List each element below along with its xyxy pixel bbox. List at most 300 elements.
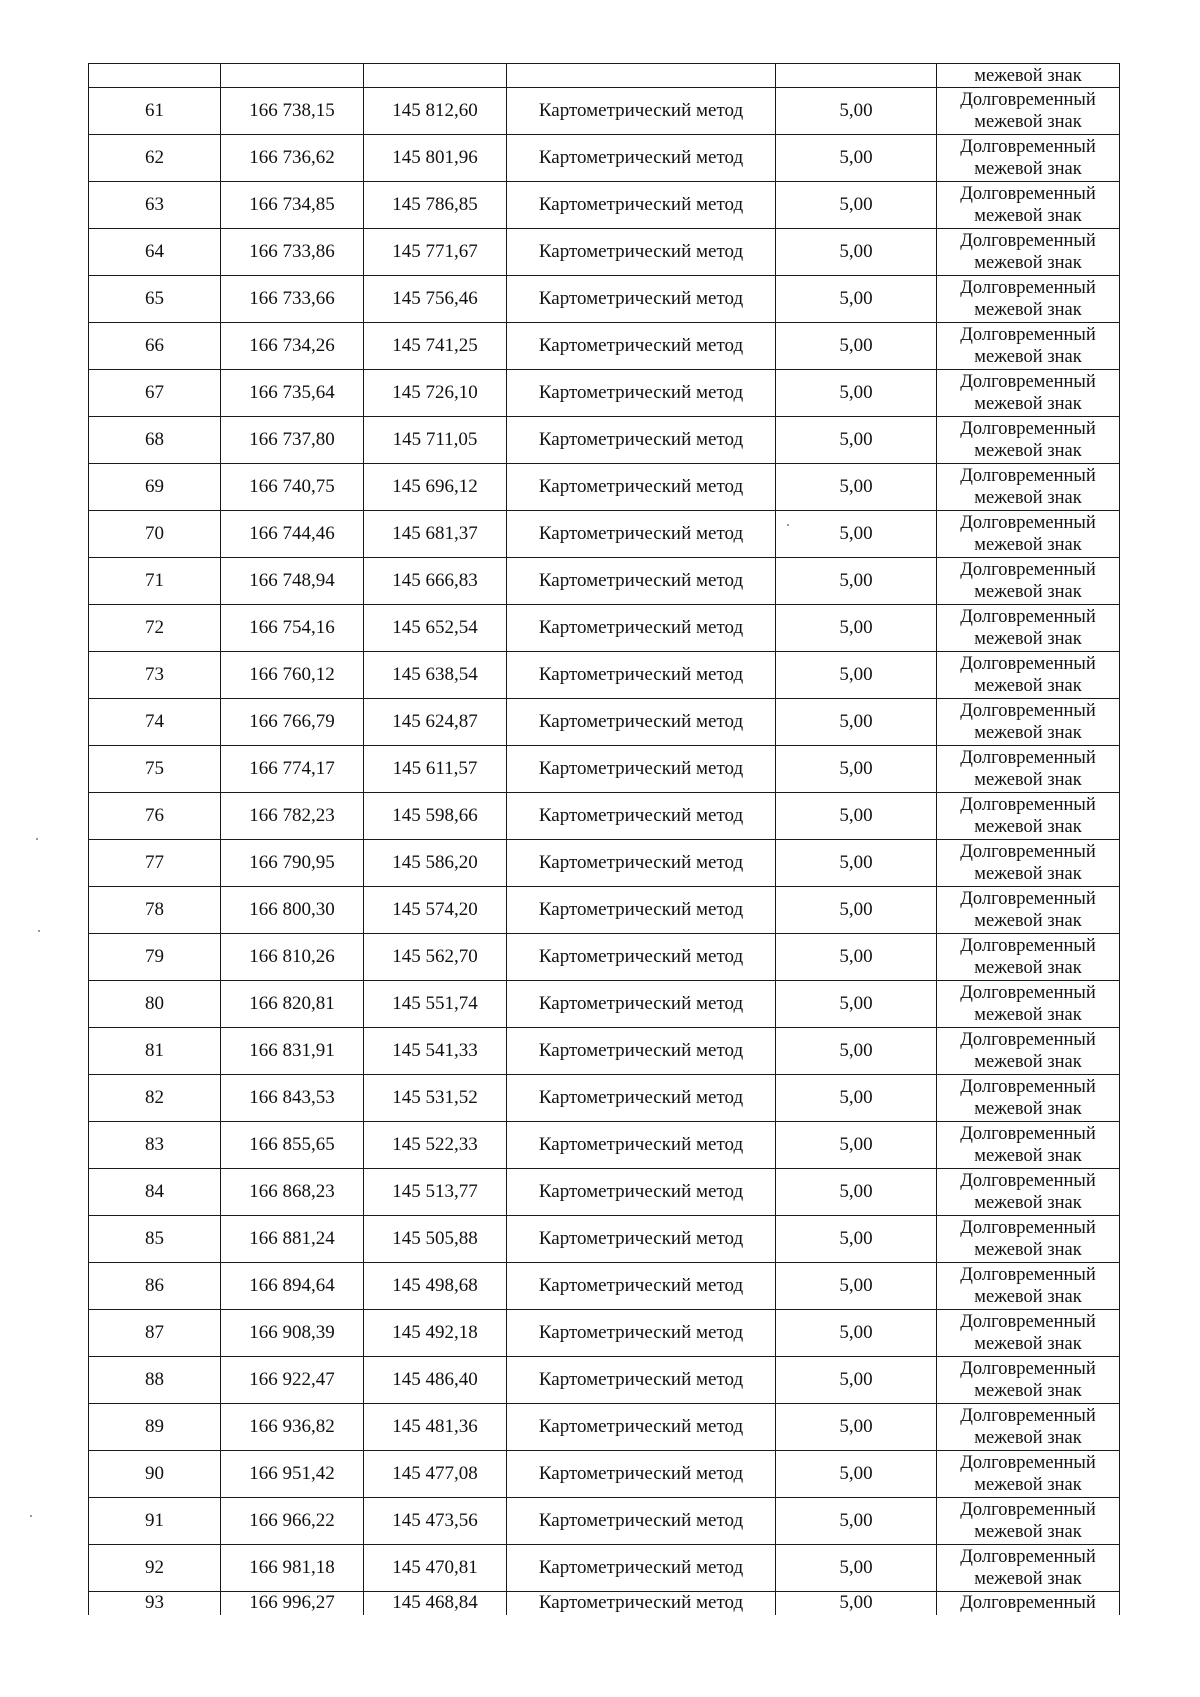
mark-type-line-1: Долговременный <box>960 466 1096 486</box>
table-row <box>89 1122 1120 1169</box>
mark-type-line-2: межевой знак <box>974 911 1082 931</box>
cell-accuracy: 5,00 <box>776 511 937 558</box>
cell-point-number: 90 <box>89 1451 221 1498</box>
cell-y-coordinate: 145 681,37 <box>364 511 507 558</box>
mark-type-line-2: межевой знак <box>974 958 1082 978</box>
cell-point-number: 88 <box>89 1357 221 1404</box>
cell-accuracy: 5,00 <box>776 981 937 1028</box>
table-row <box>89 370 1120 417</box>
cell-x-coordinate: 166 734,85 <box>221 182 364 229</box>
table-row <box>89 887 1120 934</box>
cell-accuracy: 5,00 <box>776 370 937 417</box>
cell-point-number: 68 <box>89 417 221 464</box>
cell-y-coordinate: 145 541,33 <box>364 1028 507 1075</box>
mark-type-line-2: межевой знак <box>974 112 1082 132</box>
cell-y-coordinate: 145 531,52 <box>364 1075 507 1122</box>
cell-method: Картометрический метод <box>507 1404 776 1451</box>
table-row <box>89 182 1120 229</box>
mark-type-line-1: Долговременный <box>960 983 1096 1003</box>
cell-x-coordinate: 166 843,53 <box>221 1075 364 1122</box>
cell-accuracy: 5,00 <box>776 1216 937 1263</box>
cell-point-number: 92 <box>89 1545 221 1592</box>
cell-point-number: 86 <box>89 1263 221 1310</box>
cell-x-coordinate: 166 766,79 <box>221 699 364 746</box>
mark-type-line-1: Долговременный <box>960 278 1096 298</box>
cell-x-coordinate: 166 996,27 <box>221 1592 364 1616</box>
cell-mark-type <box>937 1357 1120 1404</box>
scan-speck <box>38 930 40 932</box>
cell-y-coordinate: 145 473,56 <box>364 1498 507 1545</box>
mark-type-line-1: Долговременный <box>960 1547 1096 1567</box>
mark-type-line-2: межевой знак <box>974 676 1082 696</box>
cell-point-number: 70 <box>89 511 221 558</box>
mark-type-line-2: межевой знак <box>974 1522 1082 1542</box>
cell-point-number <box>89 64 221 88</box>
cell-x-coordinate: 166 908,39 <box>221 1310 364 1357</box>
table-row <box>89 511 1120 558</box>
table-row <box>89 1028 1120 1075</box>
table-row <box>89 652 1120 699</box>
cell-method: Картометрический метод <box>507 699 776 746</box>
cell-y-coordinate: 145 551,74 <box>364 981 507 1028</box>
mark-type-line-1: Долговременный <box>960 1312 1096 1332</box>
cell-mark-type <box>937 1263 1120 1310</box>
cell-mark-type <box>937 652 1120 699</box>
cell-accuracy: 5,00 <box>776 887 937 934</box>
cell-method: Картометрический метод <box>507 182 776 229</box>
table-row <box>89 464 1120 511</box>
cell-y-coordinate: 145 666,83 <box>364 558 507 605</box>
mark-type-line-1: Долговременный <box>960 1218 1096 1238</box>
table-row <box>89 135 1120 182</box>
cell-mark-type <box>937 417 1120 464</box>
cell-point-number: 80 <box>89 981 221 1028</box>
cell-x-coordinate: 166 981,18 <box>221 1545 364 1592</box>
cell-x-coordinate: 166 744,46 <box>221 511 364 558</box>
cell-accuracy: 5,00 <box>776 1075 937 1122</box>
mark-type-line-1: Долговременный <box>960 372 1096 392</box>
cell-method: Картометрический метод <box>507 1310 776 1357</box>
cell-mark-type <box>937 1028 1120 1075</box>
cell-mark-type <box>937 370 1120 417</box>
table-row <box>89 1451 1120 1498</box>
cell-y-coordinate: 145 771,67 <box>364 229 507 276</box>
cell-y-coordinate: 145 624,87 <box>364 699 507 746</box>
cell-x-coordinate: 166 737,80 <box>221 417 364 464</box>
mark-type-line-2: межевой знак <box>974 347 1082 367</box>
cell-point-number: 77 <box>89 840 221 887</box>
table-row <box>89 417 1120 464</box>
cell-y-coordinate: 145 477,08 <box>364 1451 507 1498</box>
cell-accuracy: 5,00 <box>776 1404 937 1451</box>
cell-mark-type <box>937 1592 1120 1616</box>
mark-type-line-2: межевой знак <box>974 1146 1082 1166</box>
mark-type-line-1: Долговременный <box>960 325 1096 345</box>
mark-type-line-2: межевой знак <box>974 1193 1082 1213</box>
cell-x-coordinate: 166 736,62 <box>221 135 364 182</box>
cell-method: Картометрический метод <box>507 276 776 323</box>
cell-x-coordinate: 166 936,82 <box>221 1404 364 1451</box>
cell-point-number: 64 <box>89 229 221 276</box>
cell-y-coordinate: 145 598,66 <box>364 793 507 840</box>
boundary-points-table <box>88 63 1120 1615</box>
table-row <box>89 229 1120 276</box>
cell-method: Картометрический метод <box>507 1357 776 1404</box>
mark-type-line-1: Долговременный <box>960 1359 1096 1379</box>
cell-y-coordinate: 145 756,46 <box>364 276 507 323</box>
cell-y-coordinate: 145 711,05 <box>364 417 507 464</box>
table-row <box>89 1216 1120 1263</box>
cell-y-coordinate: 145 522,33 <box>364 1122 507 1169</box>
cell-mark-type <box>937 934 1120 981</box>
cell-mark-type <box>937 981 1120 1028</box>
cell-point-number: 84 <box>89 1169 221 1216</box>
cell-x-coordinate: 166 760,12 <box>221 652 364 699</box>
mark-type-line-1: Долговременный <box>960 1265 1096 1285</box>
cell-x-coordinate: 166 733,66 <box>221 276 364 323</box>
scan-speck <box>787 524 789 526</box>
cell-y-coordinate: 145 492,18 <box>364 1310 507 1357</box>
cell-y-coordinate: 145 470,81 <box>364 1545 507 1592</box>
cell-mark-type <box>937 1498 1120 1545</box>
cell-point-number: 63 <box>89 182 221 229</box>
table-row <box>89 746 1120 793</box>
cell-accuracy: 5,00 <box>776 840 937 887</box>
mark-type-line-1: Долговременный <box>960 795 1096 815</box>
cell-method: Картометрический метод <box>507 793 776 840</box>
cell-point-number: 72 <box>89 605 221 652</box>
cell-y-coordinate: 145 486,40 <box>364 1357 507 1404</box>
cell-method: Картометрический метод <box>507 558 776 605</box>
cell-x-coordinate: 166 800,30 <box>221 887 364 934</box>
cell-y-coordinate: 145 498,68 <box>364 1263 507 1310</box>
cell-y-coordinate: 145 574,20 <box>364 887 507 934</box>
cell-x-coordinate: 166 748,94 <box>221 558 364 605</box>
cell-point-number: 91 <box>89 1498 221 1545</box>
cell-x-coordinate: 166 740,75 <box>221 464 364 511</box>
cell-method: Картометрический метод <box>507 934 776 981</box>
cell-accuracy: 5,00 <box>776 464 937 511</box>
cell-method: Картометрический метод <box>507 88 776 135</box>
mark-type-line-1: Долговременный <box>960 137 1096 157</box>
mark-type-line-2: межевой знак <box>974 723 1082 743</box>
cell-x-coordinate: 166 733,86 <box>221 229 364 276</box>
cell-y-coordinate: 145 812,60 <box>364 88 507 135</box>
cell-mark-type <box>937 840 1120 887</box>
cell-point-number: 78 <box>89 887 221 934</box>
cell-method: Картометрический метод <box>507 1216 776 1263</box>
cell-method: Картометрический метод <box>507 746 776 793</box>
cell-method: Картометрический метод <box>507 1075 776 1122</box>
cell-x-coordinate: 166 810,26 <box>221 934 364 981</box>
cell-x-coordinate: 166 951,42 <box>221 1451 364 1498</box>
table-body <box>89 64 1120 1616</box>
cell-x-coordinate: 166 734,26 <box>221 323 364 370</box>
mark-type-line-1: Долговременный <box>960 1171 1096 1191</box>
mark-type-line-2: межевой знак <box>974 629 1082 649</box>
mark-type-line-2: межевой знак <box>974 441 1082 461</box>
cell-accuracy <box>776 64 937 88</box>
cell-method: Картометрический метод <box>507 1028 776 1075</box>
cell-x-coordinate: 166 868,23 <box>221 1169 364 1216</box>
mark-type-line-2: межевой знак <box>974 1099 1082 1119</box>
cell-mark-type <box>937 88 1120 135</box>
mark-type-line-2: межевой знак <box>974 66 1082 86</box>
cell-point-number: 66 <box>89 323 221 370</box>
mark-type-line-1: Долговременный <box>960 90 1096 110</box>
table-row <box>89 840 1120 887</box>
cell-x-coordinate: 166 735,64 <box>221 370 364 417</box>
cell-point-number: 61 <box>89 88 221 135</box>
cell-accuracy: 5,00 <box>776 746 937 793</box>
mark-type-line-1: Долговременный <box>960 1593 1096 1613</box>
cell-point-number: 82 <box>89 1075 221 1122</box>
cell-accuracy: 5,00 <box>776 1263 937 1310</box>
cell-x-coordinate: 166 754,16 <box>221 605 364 652</box>
mark-type-line-1: Долговременный <box>960 231 1096 251</box>
cell-accuracy: 5,00 <box>776 1498 937 1545</box>
cell-method: Картометрический метод <box>507 135 776 182</box>
cell-accuracy: 5,00 <box>776 417 937 464</box>
cell-x-coordinate: 166 966,22 <box>221 1498 364 1545</box>
cell-x-coordinate <box>221 64 364 88</box>
cell-accuracy: 5,00 <box>776 793 937 840</box>
cell-y-coordinate: 145 652,54 <box>364 605 507 652</box>
cell-mark-type <box>937 1216 1120 1263</box>
mark-type-line-2: межевой знак <box>974 1287 1082 1307</box>
mark-type-line-1: Долговременный <box>960 1030 1096 1050</box>
cell-point-number: 83 <box>89 1122 221 1169</box>
cell-mark-type <box>937 793 1120 840</box>
cell-accuracy: 5,00 <box>776 1310 937 1357</box>
table-row-continuation <box>89 64 1120 88</box>
cell-x-coordinate: 166 855,65 <box>221 1122 364 1169</box>
mark-type-line-1: Долговременный <box>960 419 1096 439</box>
mark-type-line-2: межевой знак <box>974 770 1082 790</box>
table-row <box>89 323 1120 370</box>
table-row <box>89 934 1120 981</box>
cell-method: Картометрический метод <box>507 1451 776 1498</box>
cell-method: Картометрический метод <box>507 1592 776 1616</box>
cell-point-number: 73 <box>89 652 221 699</box>
mark-type-line-2: межевой знак <box>974 1475 1082 1495</box>
cell-method: Картометрический метод <box>507 1498 776 1545</box>
cell-method: Картометрический метод <box>507 981 776 1028</box>
mark-type-line-2: межевой знак <box>974 253 1082 273</box>
mark-type-line-1: Долговременный <box>960 654 1096 674</box>
table-row <box>89 1498 1120 1545</box>
cell-method: Картометрический метод <box>507 1169 776 1216</box>
cell-accuracy: 5,00 <box>776 182 937 229</box>
cell-accuracy: 5,00 <box>776 1545 937 1592</box>
cell-accuracy: 5,00 <box>776 1451 937 1498</box>
cell-point-number: 75 <box>89 746 221 793</box>
mark-type-line-2: межевой знак <box>974 1240 1082 1260</box>
cell-mark-type <box>937 182 1120 229</box>
cell-point-number: 93 <box>89 1592 221 1616</box>
cell-mark-type <box>937 1169 1120 1216</box>
table-row <box>89 1310 1120 1357</box>
cell-mark-type <box>937 1310 1120 1357</box>
cell-mark-type <box>937 605 1120 652</box>
cell-point-number: 62 <box>89 135 221 182</box>
mark-type-line-2: межевой знак <box>974 1569 1082 1589</box>
cell-accuracy: 5,00 <box>776 276 937 323</box>
table-row <box>89 605 1120 652</box>
mark-type-line-1: Долговременный <box>960 842 1096 862</box>
mark-type-line-1: Долговременный <box>960 701 1096 721</box>
cell-accuracy: 5,00 <box>776 605 937 652</box>
cell-mark-type <box>937 511 1120 558</box>
cell-mark-type <box>937 558 1120 605</box>
cell-x-coordinate: 166 820,81 <box>221 981 364 1028</box>
cell-mark-type <box>937 887 1120 934</box>
cell-accuracy: 5,00 <box>776 934 937 981</box>
table-row <box>89 1545 1120 1592</box>
cell-point-number: 69 <box>89 464 221 511</box>
table-row <box>89 793 1120 840</box>
cell-y-coordinate: 145 513,77 <box>364 1169 507 1216</box>
cell-accuracy: 5,00 <box>776 1592 937 1616</box>
mark-type-line-1: Долговременный <box>960 1077 1096 1097</box>
mark-type-line-2: межевой знак <box>974 535 1082 555</box>
mark-type-line-1: Долговременный <box>960 560 1096 580</box>
cell-x-coordinate: 166 831,91 <box>221 1028 364 1075</box>
cell-x-coordinate: 166 881,24 <box>221 1216 364 1263</box>
cell-accuracy: 5,00 <box>776 699 937 746</box>
mark-type-line-2: межевой знак <box>974 864 1082 884</box>
mark-type-line-2: межевой знак <box>974 1428 1082 1448</box>
cell-method: Картометрический метод <box>507 370 776 417</box>
cell-y-coordinate: 145 801,96 <box>364 135 507 182</box>
cell-y-coordinate: 145 638,54 <box>364 652 507 699</box>
cell-method: Картометрический метод <box>507 417 776 464</box>
mark-type-line-2: межевой знак <box>974 1381 1082 1401</box>
cell-point-number: 89 <box>89 1404 221 1451</box>
mark-type-line-1: Долговременный <box>960 1500 1096 1520</box>
cell-accuracy: 5,00 <box>776 1028 937 1075</box>
table-row <box>89 276 1120 323</box>
table-row <box>89 1404 1120 1451</box>
cell-y-coordinate: 145 611,57 <box>364 746 507 793</box>
cell-mark-type <box>937 276 1120 323</box>
cell-x-coordinate: 166 922,47 <box>221 1357 364 1404</box>
cell-y-coordinate: 145 696,12 <box>364 464 507 511</box>
cell-y-coordinate: 145 481,36 <box>364 1404 507 1451</box>
cell-method: Картометрический метод <box>507 652 776 699</box>
table-row <box>89 981 1120 1028</box>
cell-mark-type <box>937 1404 1120 1451</box>
cell-y-coordinate: 145 468,84 <box>364 1592 507 1616</box>
cell-point-number: 65 <box>89 276 221 323</box>
mark-type-line-2: межевой знак <box>974 582 1082 602</box>
cell-x-coordinate: 166 782,23 <box>221 793 364 840</box>
cell-accuracy: 5,00 <box>776 88 937 135</box>
mark-type-line-2: межевой знак <box>974 159 1082 179</box>
cell-accuracy: 5,00 <box>776 558 937 605</box>
cell-mark-type <box>937 746 1120 793</box>
mark-type-line-1: Долговременный <box>960 1124 1096 1144</box>
cell-mark-type <box>937 699 1120 746</box>
table-row <box>89 88 1120 135</box>
cell-point-number: 85 <box>89 1216 221 1263</box>
cell-mark-type <box>937 1075 1120 1122</box>
cell-point-number: 71 <box>89 558 221 605</box>
cell-y-coordinate <box>364 64 507 88</box>
cell-method: Картометрический метод <box>507 1263 776 1310</box>
cell-accuracy: 5,00 <box>776 1122 937 1169</box>
mark-type-line-1: Долговременный <box>960 1453 1096 1473</box>
mark-type-line-2: межевой знак <box>974 206 1082 226</box>
cell-point-number: 87 <box>89 1310 221 1357</box>
table-row <box>89 1263 1120 1310</box>
cell-accuracy: 5,00 <box>776 135 937 182</box>
cell-mark-type <box>937 1451 1120 1498</box>
cell-mark-type <box>937 1122 1120 1169</box>
cell-y-coordinate: 145 786,85 <box>364 182 507 229</box>
cell-method: Картометрический метод <box>507 511 776 558</box>
mark-type-line-2: межевой знак <box>974 300 1082 320</box>
cell-mark-type <box>937 1545 1120 1592</box>
cell-point-number: 79 <box>89 934 221 981</box>
cell-mark-type <box>937 323 1120 370</box>
mark-type-line-2: межевой знак <box>974 1334 1082 1354</box>
cell-method: Картометрический метод <box>507 323 776 370</box>
cell-x-coordinate: 166 790,95 <box>221 840 364 887</box>
mark-type-line-2: межевой знак <box>974 394 1082 414</box>
cell-mark-type <box>937 64 1120 88</box>
cell-method: Картометрический метод <box>507 840 776 887</box>
cell-point-number: 76 <box>89 793 221 840</box>
mark-type-line-1: Долговременный <box>960 513 1096 533</box>
cell-accuracy: 5,00 <box>776 652 937 699</box>
cell-accuracy: 5,00 <box>776 323 937 370</box>
cell-x-coordinate: 166 738,15 <box>221 88 364 135</box>
cell-y-coordinate: 145 586,20 <box>364 840 507 887</box>
mark-type-line-2: межевой знак <box>974 1005 1082 1025</box>
cell-method: Картометрический метод <box>507 464 776 511</box>
mark-type-line-1: Долговременный <box>960 1406 1096 1426</box>
cell-y-coordinate: 145 562,70 <box>364 934 507 981</box>
mark-type-line-2: межевой знак <box>974 488 1082 508</box>
mark-type-line-1: Долговременный <box>960 184 1096 204</box>
mark-type-line-1: Долговременный <box>960 607 1096 627</box>
cell-method <box>507 64 776 88</box>
cell-accuracy: 5,00 <box>776 1357 937 1404</box>
cell-point-number: 74 <box>89 699 221 746</box>
cell-y-coordinate: 145 505,88 <box>364 1216 507 1263</box>
cell-method: Картометрический метод <box>507 1122 776 1169</box>
cell-method: Картометрический метод <box>507 229 776 276</box>
table-row <box>89 558 1120 605</box>
cell-method: Картометрический метод <box>507 605 776 652</box>
cell-y-coordinate: 145 741,25 <box>364 323 507 370</box>
cell-accuracy: 5,00 <box>776 1169 937 1216</box>
cell-method: Картометрический метод <box>507 1545 776 1592</box>
table-row <box>89 1075 1120 1122</box>
cell-y-coordinate: 145 726,10 <box>364 370 507 417</box>
cell-point-number: 81 <box>89 1028 221 1075</box>
mark-type-line-1: Долговременный <box>960 748 1096 768</box>
mark-type-line-2: межевой знак <box>974 817 1082 837</box>
scan-speck <box>36 838 38 840</box>
table-row <box>89 1169 1120 1216</box>
cell-accuracy: 5,00 <box>776 229 937 276</box>
cell-method: Картометрический метод <box>507 887 776 934</box>
cell-mark-type <box>937 135 1120 182</box>
cell-x-coordinate: 166 774,17 <box>221 746 364 793</box>
table-row <box>89 1357 1120 1404</box>
